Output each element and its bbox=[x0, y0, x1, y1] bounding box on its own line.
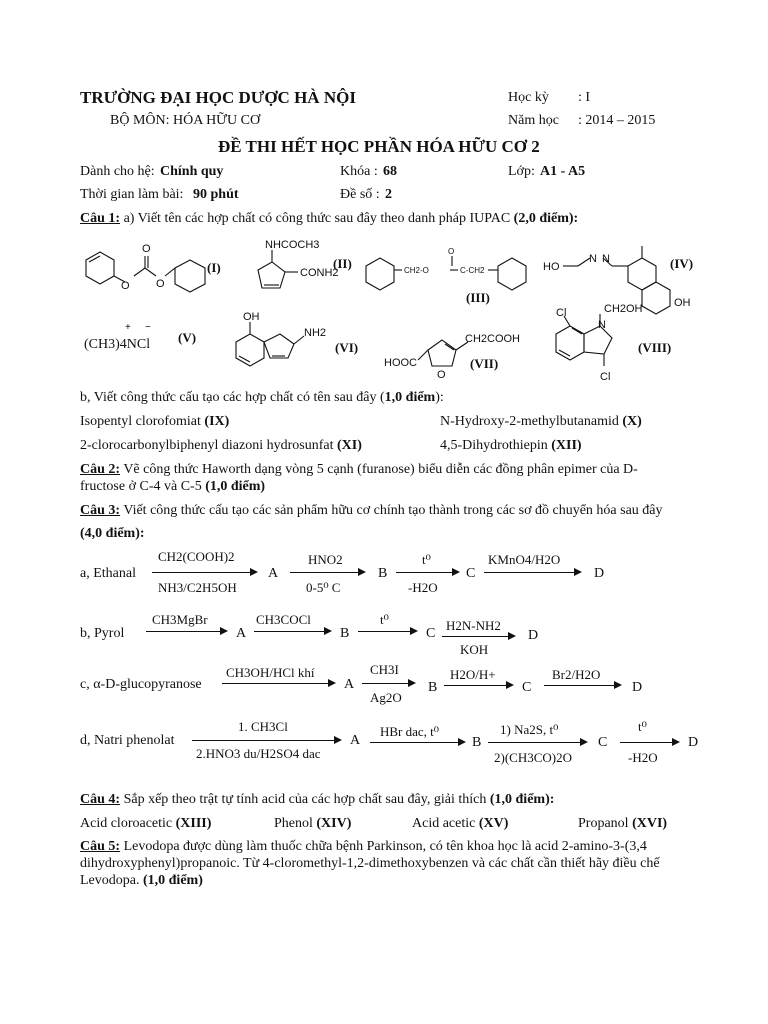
class-label: Lớp: bbox=[508, 164, 535, 179]
intermediate-c: C bbox=[598, 735, 608, 750]
arrow bbox=[620, 742, 678, 743]
q2-text-2: fructose ở C-4 và C-5 bbox=[80, 479, 202, 494]
reagent: 0-5⁰ C bbox=[306, 580, 341, 595]
name-xi: 2-clorocarbonylbiphenyl diazoni hydrosunfat (XI) bbox=[80, 438, 362, 453]
q1-points-b: 1,0 điểm bbox=[384, 390, 436, 405]
nh2-label: NH2 bbox=[304, 327, 327, 339]
department: BỘ MÔN: HÓA HỮU CƠ bbox=[110, 113, 261, 128]
intermediate-b: B bbox=[472, 735, 482, 750]
label-i: (I) bbox=[207, 260, 221, 275]
school-name: TRƯỜNG ĐẠI HỌC DƯỢC HÀ NỘI bbox=[80, 88, 356, 107]
q1-text-a: a) Viết tên các hợp chất có công thức sau đây theo danh pháp IUPAC bbox=[123, 211, 511, 226]
q1-points-a: (2,0 điểm): bbox=[513, 211, 579, 226]
cl-label: Cl bbox=[600, 371, 611, 383]
q1-part-b bbox=[80, 390, 444, 406]
question-2-line-2 bbox=[80, 479, 265, 495]
course-label: Khóa : bbox=[340, 164, 378, 179]
q1-label: Câu 1: bbox=[80, 211, 121, 226]
code-label: Đề số : bbox=[340, 187, 380, 202]
reagent: t⁰ bbox=[638, 719, 647, 734]
system-label: Dành cho hệ: bbox=[80, 164, 155, 179]
q2-points: (1,0 điểm) bbox=[205, 479, 266, 494]
q4-text: Sắp xếp theo trật tự tính acid của các hợp chất sau đây, giải thích bbox=[123, 792, 487, 807]
structure-ii bbox=[258, 250, 298, 288]
structure-vi bbox=[236, 322, 304, 366]
reagent: CH3I bbox=[370, 662, 399, 677]
structure-i bbox=[86, 252, 205, 292]
o-atom: O bbox=[121, 280, 130, 292]
question-5-line-3 bbox=[80, 873, 203, 889]
q5-text-2: dihydroxyphenyl)propanoic. Từ 4-cloromethyl-1,2-dimethoxybenzen và các chất cần thiết hãy điều chế bbox=[80, 856, 660, 871]
q2-label: Câu 2: bbox=[80, 462, 121, 477]
reagent: H2O/H+ bbox=[450, 667, 496, 682]
arrow bbox=[290, 572, 364, 573]
scheme-a-start: a, Ethanal bbox=[80, 566, 136, 581]
name-xii: 4,5-Dihydrothiepin (XII) bbox=[440, 438, 582, 453]
structure-vii bbox=[418, 340, 468, 366]
reagent: H2N-NH2 bbox=[446, 618, 501, 633]
n-atom: N bbox=[598, 319, 606, 331]
q5-label: Câu 5: bbox=[80, 839, 121, 854]
label-vi: (VI) bbox=[335, 340, 359, 355]
hooc-label: HOOC bbox=[384, 357, 417, 369]
time-value: 90 phút bbox=[193, 187, 239, 202]
structure-iii bbox=[366, 256, 526, 290]
charge-plus: + bbox=[125, 322, 131, 333]
intermediate-b: B bbox=[340, 626, 350, 641]
intermediate-a: A bbox=[350, 733, 361, 748]
question-2-line-1 bbox=[80, 462, 638, 478]
reagent: KOH bbox=[460, 642, 489, 657]
arrow bbox=[544, 685, 620, 686]
q1-text-b-end: ): bbox=[435, 390, 444, 405]
ch2cooh-label: CH2COOH bbox=[465, 333, 521, 345]
intermediate-a: A bbox=[268, 566, 279, 581]
q2-text-1: Vẽ công thức Haworth dạng vòng 5 cạnh (furanose) biểu diễn các đồng phân epimer của D- bbox=[123, 462, 638, 477]
n-atom: N bbox=[602, 253, 610, 265]
label-ii: (II) bbox=[333, 256, 352, 271]
reagent: 2.HNO3 du/H2SO4 dac bbox=[196, 746, 321, 761]
ch2oh-label: CH2OH bbox=[604, 303, 643, 315]
q5-points: (1,0 điểm) bbox=[142, 873, 203, 888]
label-iii: (III) bbox=[466, 290, 490, 305]
arrow bbox=[222, 683, 334, 684]
arrow bbox=[488, 742, 586, 743]
question-4-line bbox=[80, 792, 554, 808]
reagent: CH3MgBr bbox=[152, 612, 208, 627]
arrow bbox=[192, 740, 340, 741]
reagent: -H2O bbox=[408, 580, 438, 595]
o-atom: O bbox=[156, 278, 165, 290]
arrow bbox=[362, 683, 414, 684]
arrow bbox=[484, 572, 580, 573]
arrow bbox=[152, 572, 256, 573]
ch2-label: C-CH2 bbox=[460, 266, 485, 275]
arrow bbox=[396, 572, 458, 573]
intermediate-c: C bbox=[426, 626, 436, 641]
q4-item-xiv: Phenol (XIV) bbox=[274, 816, 352, 831]
arrow bbox=[146, 631, 226, 632]
product-d: D bbox=[594, 566, 605, 581]
reagent: CH2(COOH)2 bbox=[158, 549, 235, 564]
conh2-label: CONH2 bbox=[300, 267, 339, 279]
label-viii: (VIII) bbox=[638, 340, 672, 355]
o-atom: O bbox=[437, 369, 446, 381]
cl-label: Cl bbox=[556, 307, 567, 319]
reagent: t⁰ bbox=[422, 552, 431, 567]
reagent: HNO2 bbox=[308, 552, 343, 567]
name-x: N-Hydroxy-2-methylbutanamid (X) bbox=[440, 414, 642, 429]
q3-points: (4,0 điểm): bbox=[80, 526, 145, 541]
q3-label: Câu 3: bbox=[80, 503, 121, 518]
reagent: t⁰ bbox=[380, 612, 389, 627]
reagent: Ag2O bbox=[370, 690, 402, 705]
q3-text: Viết công thức cấu tạo các sản phẩm hữu cơ chính tạo thành trong các sơ đồ chuyển hóa sau đây bbox=[123, 503, 663, 518]
arrow bbox=[370, 742, 464, 743]
course-value: 68 bbox=[383, 164, 397, 179]
arrow bbox=[444, 685, 512, 686]
reagent: 1. CH3Cl bbox=[238, 719, 288, 734]
q5-text-1: Levodopa được dùng làm thuốc chữa bệnh Parkinson, có tên khoa học là acid 2-amino-3-(3,4 bbox=[123, 839, 647, 854]
question-5-line-1 bbox=[80, 839, 647, 855]
arrow bbox=[358, 631, 416, 632]
class-value: A1 - A5 bbox=[540, 164, 586, 179]
structures-row-2 bbox=[0, 303, 768, 392]
ch2o-label: CH2-O bbox=[404, 266, 429, 275]
code-value: 2 bbox=[385, 187, 392, 202]
product-d: D bbox=[632, 680, 643, 695]
system-value: Chính quy bbox=[160, 164, 224, 179]
n-atom: N bbox=[589, 253, 597, 265]
q4-item-xiii: Acid cloroacetic (XIII) bbox=[80, 816, 212, 831]
reagent: KMnO4/H2O bbox=[488, 552, 561, 567]
ho-label: HO bbox=[543, 261, 560, 273]
arrow bbox=[442, 636, 514, 637]
q5-text-3: Levodopa. bbox=[80, 873, 140, 888]
name-ix: Isopentyl clorofomiat (IX) bbox=[80, 414, 230, 429]
charge-minus: − bbox=[145, 322, 151, 333]
intermediate-c: C bbox=[522, 680, 532, 695]
year-label: Năm học bbox=[508, 113, 559, 128]
reagent: -H2O bbox=[628, 750, 658, 765]
exam-title: ĐỀ THI HẾT HỌC PHẦN HÓA HỮU CƠ 2 bbox=[218, 137, 540, 156]
intermediate-a: A bbox=[344, 677, 355, 692]
semester-label: Học kỳ bbox=[508, 90, 549, 105]
reagent: Br2/H2O bbox=[552, 667, 601, 682]
time-label: Thời gian làm bài: bbox=[80, 187, 184, 202]
label-vii: (VII) bbox=[470, 356, 499, 371]
intermediate-b: B bbox=[378, 566, 388, 581]
q4-points: (1,0 điểm): bbox=[489, 792, 555, 807]
product-d: D bbox=[688, 735, 699, 750]
reagent: 1) Na2S, t⁰ bbox=[500, 722, 559, 737]
v-formula: (CH3)4NCl bbox=[84, 337, 151, 352]
q4-item-xv: Acid acetic (XV) bbox=[412, 816, 509, 831]
arrow bbox=[254, 631, 330, 632]
scheme-c-start: c, α-D-glucopyranose bbox=[80, 677, 202, 692]
oh-label: OH bbox=[243, 311, 260, 323]
reagent: CH3OH/HCl khí bbox=[226, 665, 315, 680]
oh-label: OH bbox=[674, 297, 691, 309]
intermediate-b: B bbox=[428, 680, 438, 695]
q4-label: Câu 4: bbox=[80, 792, 121, 807]
year-value: : 2014 – 2015 bbox=[578, 113, 656, 128]
scheme-d-start: d, Natri phenolat bbox=[80, 733, 175, 748]
question-3-line bbox=[80, 503, 663, 519]
semester-value: : I bbox=[578, 90, 591, 105]
intermediate-a: A bbox=[236, 626, 247, 641]
reagent: NH3/C2H5OH bbox=[158, 580, 237, 595]
reagent: CH3COCl bbox=[256, 612, 311, 627]
product-d: D bbox=[528, 628, 539, 643]
reagent: 2)(CH3CO)2O bbox=[494, 750, 572, 765]
label-v: (V) bbox=[178, 330, 197, 345]
question-1-line bbox=[80, 211, 578, 227]
label-iv: (IV) bbox=[670, 256, 694, 271]
scheme-b-start: b, Pyrol bbox=[80, 626, 125, 641]
q4-item-xvi: Propanol (XVI) bbox=[578, 816, 668, 831]
intermediate-c: C bbox=[466, 566, 476, 581]
reagent: HBr dac, t⁰ bbox=[380, 724, 440, 739]
o-atom: O bbox=[448, 247, 455, 256]
q1-text-b: b, Viết công thức cấu tạo các hợp chất có tên sau đây ( bbox=[80, 390, 385, 405]
o-atom: O bbox=[142, 243, 151, 255]
nhcoch3-label: NHCOCH3 bbox=[265, 239, 320, 251]
